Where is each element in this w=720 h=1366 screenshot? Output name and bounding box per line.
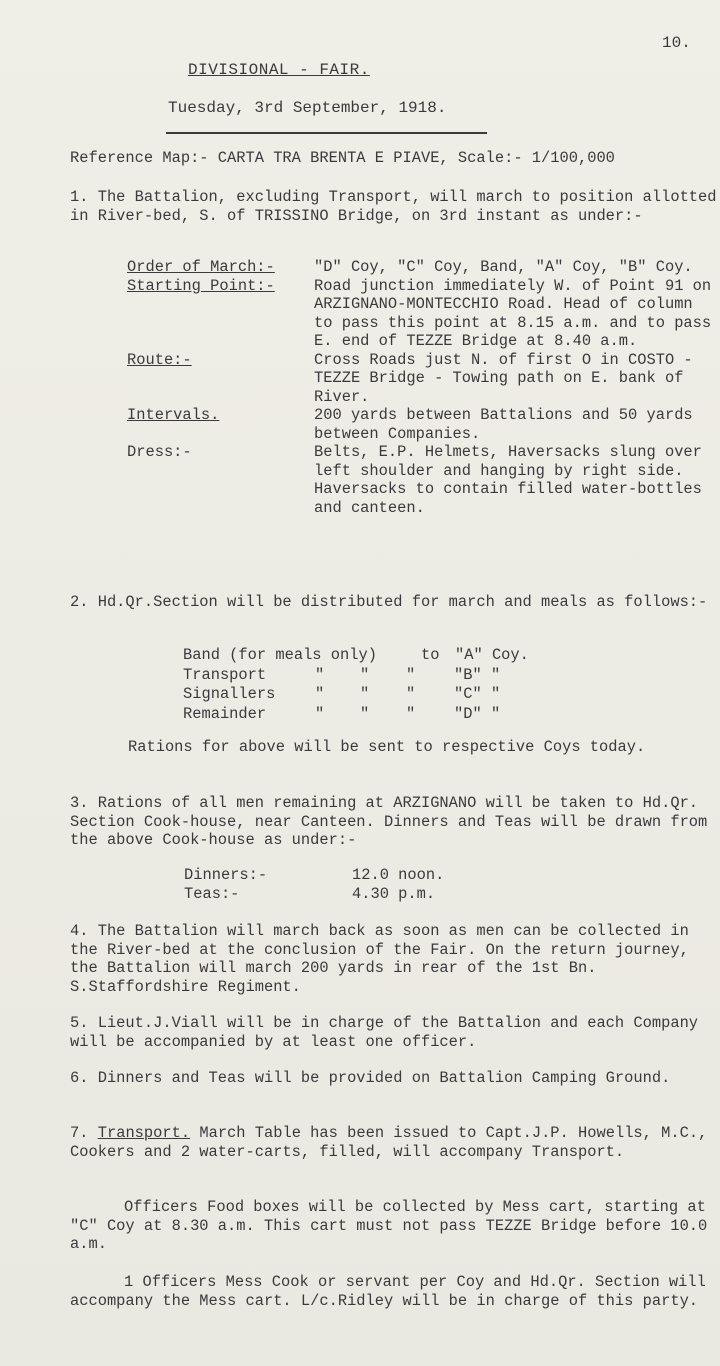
table-cell: ": [406, 704, 416, 723]
order-value: Road junction immediately W. of Point 91 on ARZIGNANO-MONTECCHIO Road. Head of column to pass this point at 8.15 a.m. and to pass E. end of TEZZE Bridge at 8.40 a.m.: [314, 276, 712, 350]
table-cell: to: [421, 646, 440, 664]
order-label: Intervals.: [127, 406, 220, 424]
order-value: Cross Roads just N. of first O in COSTO - TEZZE Bridge - Towing path on E. bank of River.: [314, 350, 693, 406]
paragraph-4: 4. The Battalion will march back as soon as men can be collected in the River-bed at the conclusion of the Fair. On the return journey, the Battalion will march 200 yards in rear of the 1st Bn. S.Staffordshire Regiment.: [70, 922, 689, 996]
paragraph-5: 5. Lieut.J.Viall will be in charge of the Battalion and each Company will be accompanied by at least one officer.: [70, 1014, 699, 1051]
table-cell: ": [360, 685, 370, 703]
paragraph-7b: Officers Food boxes will be collected by Mess cart, starting at "C" Coy at 8.30 a.m. This cart must not pass TEZZE Bridge before 10.0 a.m.: [70, 1198, 708, 1253]
table-cell: "C" ": [454, 685, 501, 703]
order-label: Route:-: [127, 350, 192, 369]
table-cell: Signallers: [183, 685, 276, 703]
paragraph-7-number: 7.: [70, 1124, 89, 1142]
order-row: [127, 351, 720, 407]
order-row: [127, 406, 720, 443]
paragraph-6: 6. Dinners and Teas will be provided on Battalion Camping Ground.: [70, 1069, 671, 1087]
table-row: [183, 705, 529, 725]
table-cell: Transport: [183, 665, 267, 684]
reference-map: Reference Map:- CARTA TRA BRENTA E PIAVE, Scale:- 1/100,000: [70, 149, 615, 167]
meal-times: [184, 866, 444, 903]
table-cell: Remainder: [183, 704, 267, 723]
table-cell: ": [360, 704, 370, 723]
order-label: Starting Point:-: [127, 276, 275, 295]
table-cell: Dinners:-: [184, 866, 268, 884]
table-row: [184, 885, 444, 904]
order-value: "D" Coy, "C" Coy, Band, "A" Coy, "B" Coy.: [314, 258, 693, 276]
paragraph-1: 1. The Battalion, excluding Transport, will march to position allotted in River-bed, S. of TRISSINO Bridge, on 3rd instant as under:-: [70, 188, 717, 225]
table-cell: ": [315, 704, 325, 723]
paragraph-2: 2. Hd.Qr.Section will be distributed for march and meals as follows:-: [70, 593, 708, 611]
table-row: [183, 646, 529, 666]
document-date: Tuesday, 3rd September, 1918.: [168, 99, 447, 117]
document-title: DIVISIONAL - FAIR.: [188, 61, 370, 79]
table-row: [184, 866, 444, 885]
order-label: Order of March:-: [127, 258, 275, 276]
table-cell: 12.0 noon.: [352, 866, 445, 884]
table-cell: Teas:-: [184, 884, 240, 903]
title-rule: [166, 132, 487, 134]
table-row: [183, 666, 529, 686]
table-cell: 4.30 p.m.: [352, 884, 436, 903]
paragraph-7c: 1 Officers Mess Cook or servant per Coy and Hd.Qr. Section will accompany the Mess cart. L/c.Ridley will be in charge of this party.: [70, 1273, 706, 1310]
rations-note: Rations for above will be sent to respective Coys today.: [128, 738, 646, 756]
paragraph-3: 3. Rations of all men remaining at ARZIGNANO will be taken to Hd.Qr. Section Cook-house, near Canteen. Dinners and Teas will be drawn from the above Cook-house as under:-: [70, 794, 708, 849]
paragraph-7: [70, 1124, 720, 1161]
table-cell: ": [315, 685, 325, 703]
table-cell: ": [406, 685, 416, 703]
order-row: [127, 277, 720, 351]
order-value: Belts, E.P. Helmets, Haversacks slung over left shoulder and hanging by right side. Haversacks to contain filled water-bottles and canteen.: [314, 443, 702, 517]
table-row: [183, 685, 529, 705]
order-row: [127, 443, 720, 517]
order-of-march-table: [127, 258, 720, 517]
paragraph-7-text: March Table has been issued to Capt.J.P. Howells, M.C., Cookers and 2 water-carts, filled, will accompany Transport.: [70, 1124, 708, 1161]
paragraph-7-heading: Transport.: [97, 1124, 191, 1142]
order-value: 200 yards between Battalions and 50 yards between Companies.: [314, 406, 693, 443]
table-cell: ": [406, 665, 416, 684]
table-cell: "D" ": [454, 704, 501, 723]
table-cell: "A" Coy.: [455, 646, 529, 664]
order-row: [127, 258, 720, 277]
table-cell: ": [360, 665, 370, 684]
table-cell: Band (for meals only): [183, 646, 377, 664]
page-number: 10.: [662, 34, 691, 52]
table-cell: "B" ": [454, 665, 501, 684]
table-cell: ": [315, 665, 325, 684]
hq-distribution-table: [183, 646, 529, 724]
order-label: Dress:-: [127, 443, 192, 461]
